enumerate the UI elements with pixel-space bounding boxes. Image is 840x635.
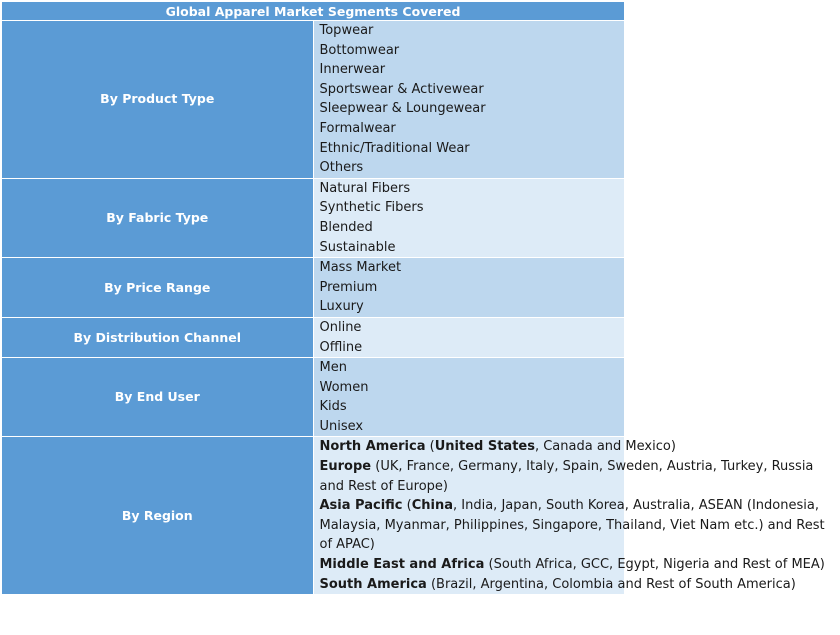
price-range-items	[313, 258, 625, 318]
region-asia-pacific: Asia Pacific (China, India, Japan, South Korea, Australia, ASEAN (Indonesia, Malaysia, Myanmar, Philippines, Singapore, Thailand, Viet Nam etc.) and Rest of APAC)	[319, 498, 825, 553]
category-distribution-channel: By Distribution Channel	[2, 317, 314, 357]
table-row	[2, 437, 625, 595]
region-middle-east-africa: Middle East and Africa (South Africa, GCC, Egypt, Nigeria and Rest of MEA)	[319, 557, 825, 573]
list-item: Ethnic/Traditional Wear	[319, 140, 470, 156]
segments-table	[1, 1, 825, 595]
distribution-channel-items	[313, 317, 625, 357]
list-item: Luxury	[319, 299, 364, 315]
list-item: Premium	[319, 279, 378, 295]
list-item: Women	[319, 379, 369, 395]
category-region: By Region	[2, 437, 314, 595]
list-item: Offline	[319, 339, 363, 355]
list-item: Mass Market	[319, 260, 402, 276]
list-item: Men	[319, 360, 347, 376]
list-item: Innerwear	[319, 62, 386, 78]
category-price-range: By Price Range	[2, 258, 314, 318]
list-item: Formalwear	[319, 120, 396, 136]
fabric-type-items	[313, 178, 625, 257]
product-type-items	[313, 21, 625, 179]
region-items	[313, 437, 825, 595]
list-item: Synthetic Fibers	[319, 200, 424, 216]
list-item: Unisex	[319, 418, 364, 434]
list-item: Others	[319, 160, 364, 176]
category-fabric-type: By Fabric Type	[2, 178, 314, 257]
category-product-type: By Product Type	[2, 21, 314, 179]
list-item: Bottomwear	[319, 42, 400, 58]
end-user-items	[313, 358, 625, 437]
table-title: Global Apparel Market Segments Covered	[2, 2, 625, 21]
list-item: Sleepwear & Loungewear	[319, 101, 486, 117]
table-row	[2, 317, 625, 357]
table-row	[2, 21, 625, 179]
list-item: Natural Fibers	[319, 180, 411, 196]
list-item: Kids	[319, 399, 347, 415]
table-row	[2, 258, 625, 318]
list-item: Online	[319, 319, 362, 335]
table-row	[2, 178, 625, 257]
list-item: Blended	[319, 219, 373, 235]
region-south-america: South America (Brazil, Argentina, Colombia and Rest of South America)	[319, 576, 796, 592]
table-row	[2, 358, 625, 437]
list-item: Topwear	[319, 23, 374, 38]
list-item: Sustainable	[319, 239, 396, 255]
category-end-user: By End User	[2, 358, 314, 437]
region-europe: Europe (UK, France, Germany, Italy, Spain, Sweden, Austria, Turkey, Russia and Rest of Europe)	[319, 459, 814, 494]
region-north-america: North America (United States, Canada and Mexico)	[319, 439, 676, 455]
list-item: Sportswear & Activewear	[319, 81, 484, 97]
